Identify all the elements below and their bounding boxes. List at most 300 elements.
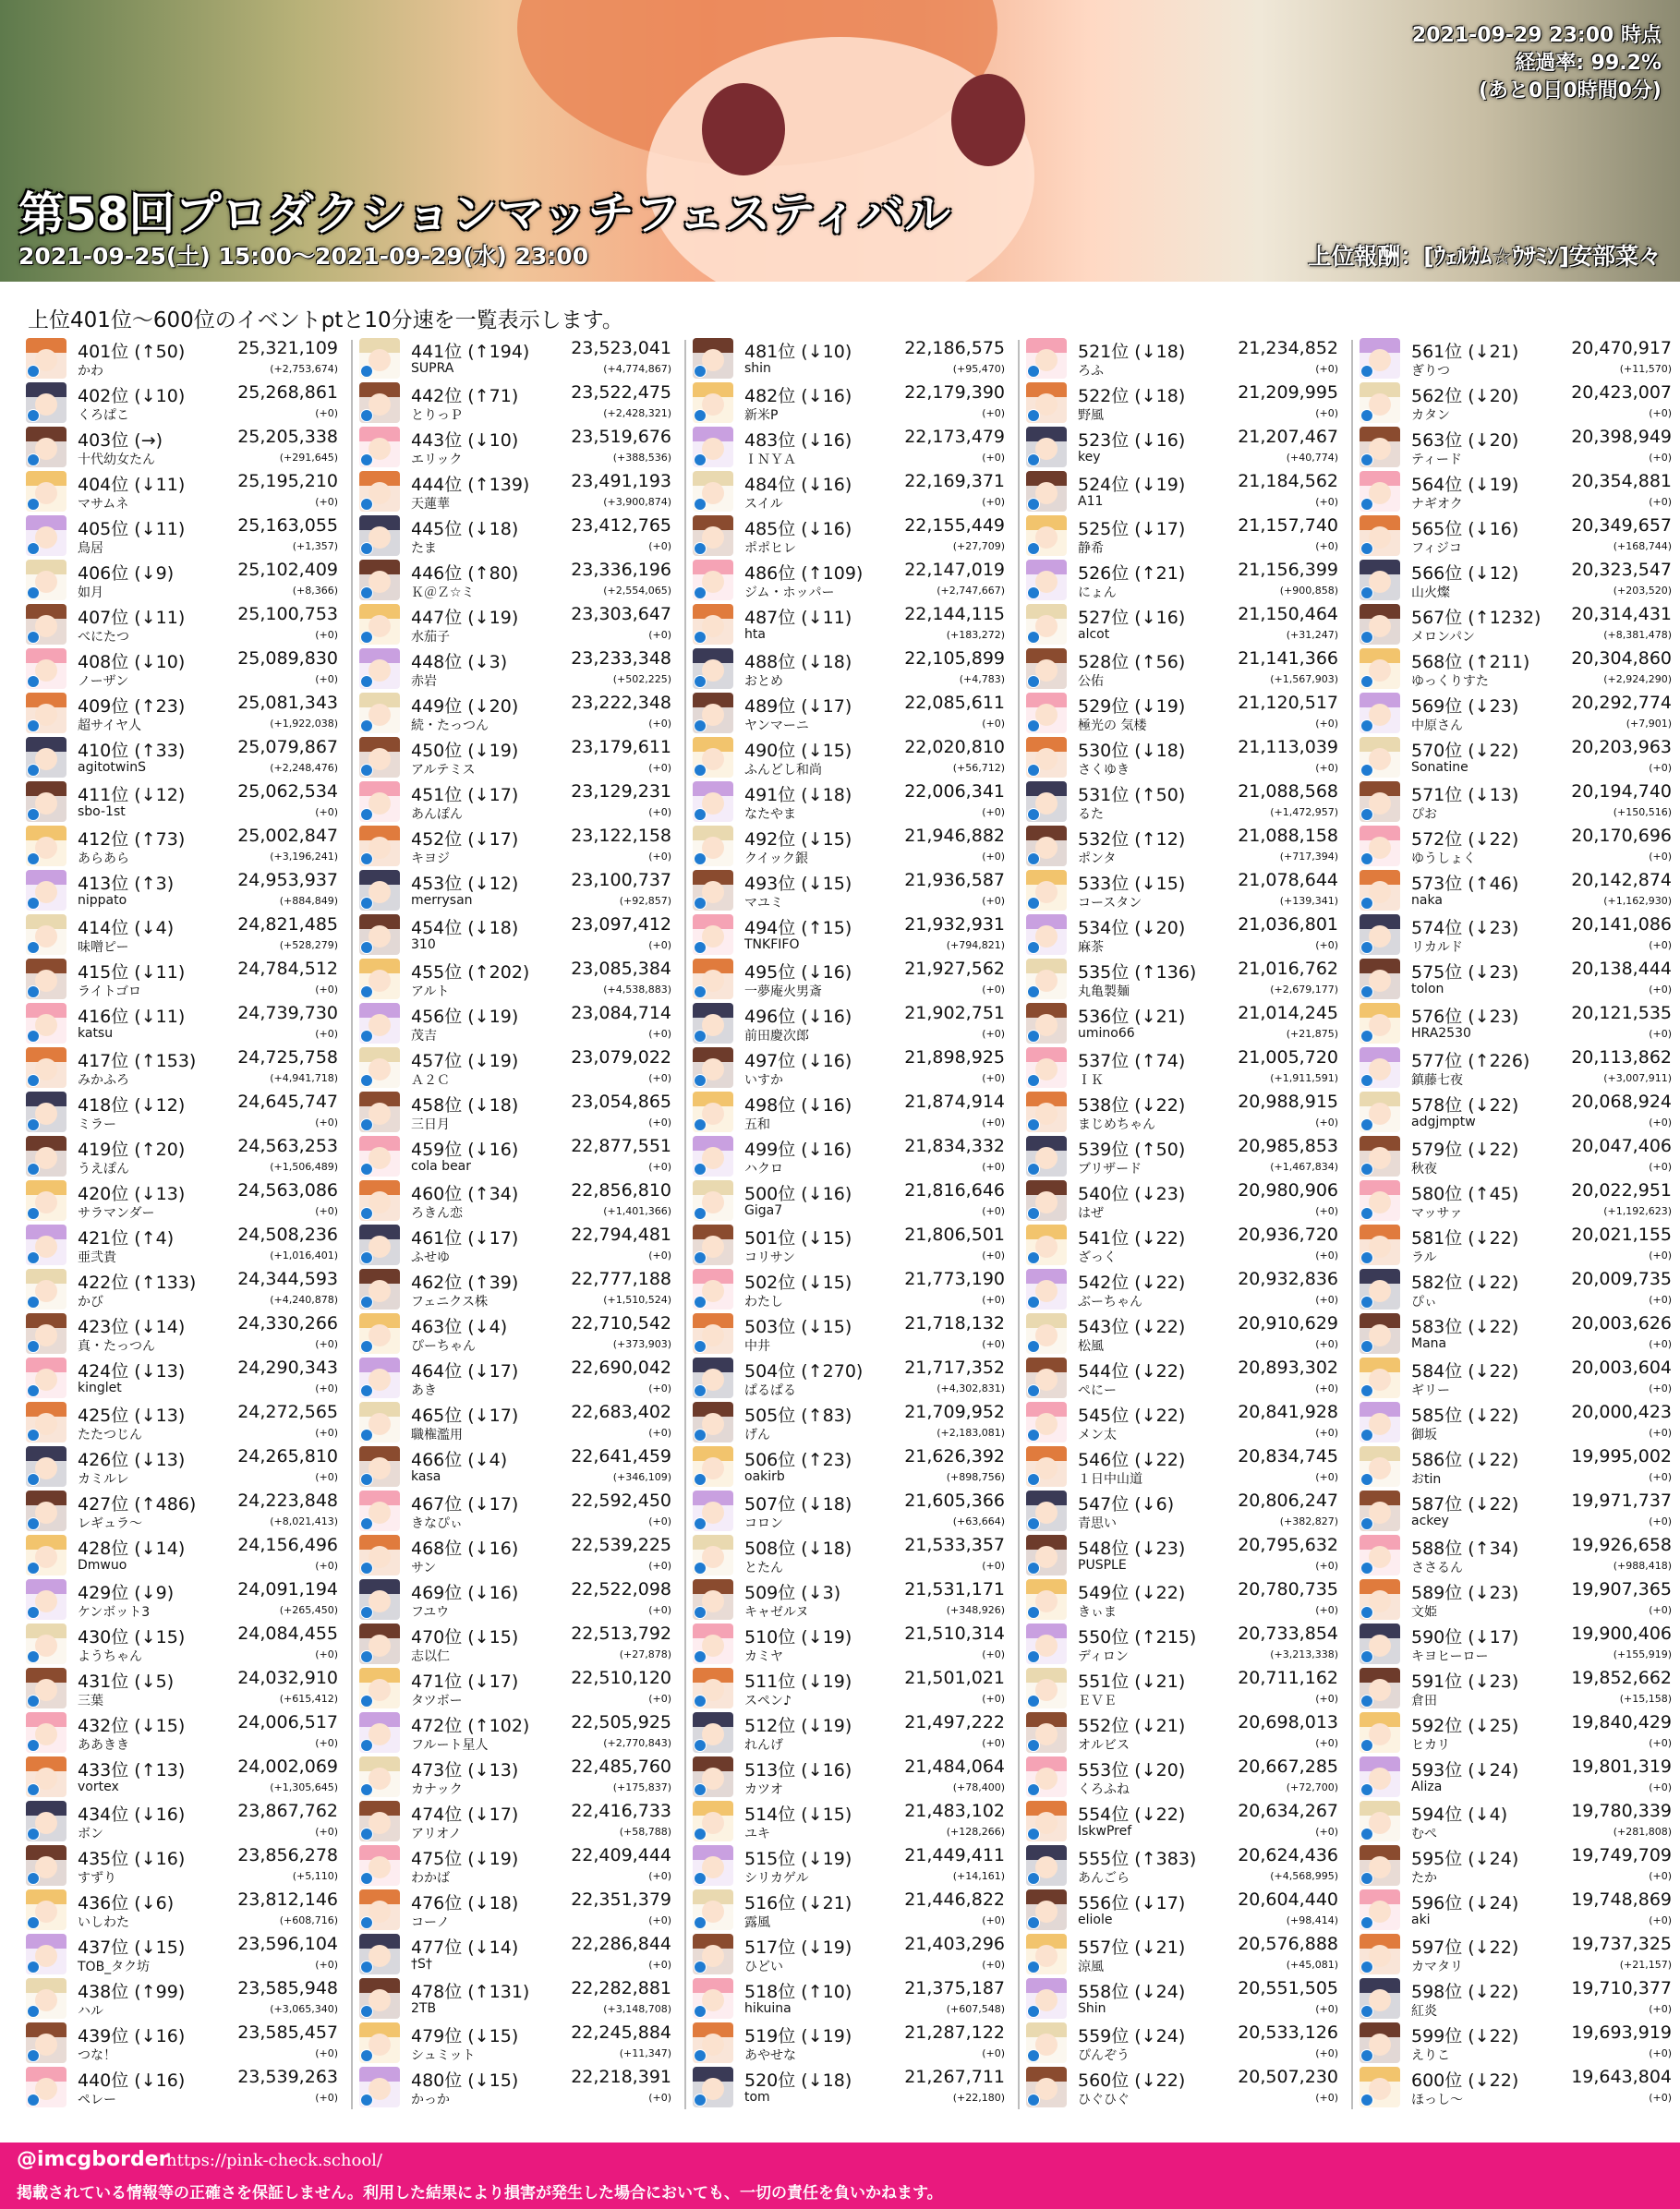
- rank-label: 582位 (↓22): [1411, 1273, 1519, 1293]
- attribute-badge-icon: [27, 1872, 40, 1885]
- ranking-entry: [26, 1311, 340, 1356]
- idol-avatar-icon: [1026, 826, 1067, 866]
- ranking-entry: [359, 380, 673, 425]
- rank-label: 435位 (↓16): [78, 1849, 186, 1869]
- ranking-entry: [1360, 1533, 1674, 1577]
- attribute-badge-icon: [1360, 409, 1373, 422]
- ranking-entry: [1026, 602, 1340, 646]
- player-name: メロンパン: [1411, 630, 1476, 645]
- event-points: 22,683,402: [571, 1402, 671, 1422]
- idol-avatar-icon: [1360, 1889, 1400, 1930]
- ranking-entry: [26, 336, 340, 380]
- ranking-entry: [359, 1666, 673, 1710]
- rank-label: 557位 (↓21): [1078, 1937, 1186, 1958]
- ranking-entry: [359, 1577, 673, 1622]
- event-points: 20,113,862: [1571, 1047, 1672, 1068]
- ranking-entry: [1360, 336, 1674, 380]
- attribute-badge-icon: [1360, 764, 1373, 777]
- ten-minute-speed: (+607,548): [946, 2003, 1005, 2015]
- event-points: 22,105,899: [904, 648, 1005, 669]
- ten-minute-speed: (+0): [1315, 1382, 1338, 1394]
- rank-label: 583位 (↓22): [1411, 1317, 1519, 1337]
- attribute-badge-icon: [1027, 941, 1040, 954]
- ten-minute-speed: (+0): [982, 1560, 1005, 1572]
- attribute-badge-icon: [360, 1650, 373, 1663]
- player-name: katsu: [78, 1026, 114, 1041]
- idol-avatar-icon: [359, 1845, 400, 1886]
- event-points: 22,085,611: [904, 693, 1005, 713]
- rank-label: 430位 (↓15): [78, 1627, 186, 1648]
- idol-avatar-icon: [1026, 914, 1067, 955]
- ten-minute-speed: (+0): [315, 407, 338, 419]
- attribute-badge-icon: [1027, 1695, 1040, 1708]
- ranking-entry: [693, 1267, 1007, 1311]
- idol-avatar-icon: [1026, 1358, 1067, 1398]
- ten-minute-speed: (+27,878): [619, 1648, 671, 1660]
- attribute-badge-icon: [1027, 808, 1040, 821]
- event-points: 25,100,753: [237, 604, 338, 624]
- ten-minute-speed: (+8,381,478): [1603, 629, 1672, 641]
- ten-minute-speed: (+27,709): [952, 540, 1005, 552]
- player-name: あんぽん: [411, 807, 463, 822]
- idol-avatar-icon: [693, 382, 733, 423]
- player-name: ぺにー: [1078, 1383, 1117, 1398]
- event-points: 20,698,013: [1238, 1712, 1338, 1732]
- rank-label: 570位 (↓22): [1411, 741, 1519, 761]
- rank-label: 483位 (↓16): [744, 430, 852, 451]
- attribute-badge-icon: [1027, 498, 1040, 511]
- idol-avatar-icon: [359, 1889, 400, 1930]
- rank-label: 593位 (↓24): [1411, 1760, 1519, 1780]
- ten-minute-speed: (+78,400): [952, 1781, 1005, 1793]
- idol-avatar-icon: [1026, 2022, 1067, 2063]
- ten-minute-speed: (+0): [648, 1693, 671, 1705]
- player-name: ブリザード: [1078, 1162, 1142, 1177]
- idol-avatar-icon: [1360, 2067, 1400, 2107]
- idol-avatar-icon: [26, 1047, 66, 1088]
- idol-avatar-icon: [1360, 870, 1400, 911]
- ten-minute-speed: (+0): [982, 806, 1005, 818]
- rank-label: 516位 (↓21): [744, 1893, 852, 1913]
- attribute-badge-icon: [1027, 2005, 1040, 2018]
- ten-minute-speed: (+0): [648, 762, 671, 774]
- rank-label: 531位 (↑50): [1078, 785, 1186, 805]
- player-name: キヨジ: [411, 851, 450, 866]
- rank-label: 403位 (→): [78, 430, 163, 451]
- rank-label: 522位 (↓18): [1078, 386, 1186, 406]
- event-points: 20,980,906: [1238, 1180, 1338, 1201]
- ranking-entry: [359, 1888, 673, 1932]
- attribute-badge-icon: [694, 1961, 707, 1974]
- player-name: カマタリ: [1411, 1960, 1463, 1974]
- event-points: 21,150,464: [1238, 604, 1338, 624]
- idol-avatar-icon: [359, 1668, 400, 1708]
- ten-minute-speed: (+0): [982, 1648, 1005, 1660]
- rank-label: 515位 (↓19): [744, 1849, 852, 1869]
- ten-minute-speed: (+0): [315, 1427, 338, 1439]
- ten-minute-speed: (+95,470): [952, 363, 1005, 375]
- attribute-badge-icon: [360, 1562, 373, 1575]
- rank-label: 544位 (↓22): [1078, 1361, 1186, 1382]
- rank-label: 436位 (↓6): [78, 1893, 175, 1913]
- rank-label: 596位 (↓24): [1411, 1893, 1519, 1913]
- idol-avatar-icon: [693, 1845, 733, 1886]
- ten-minute-speed: (+0): [1315, 2003, 1338, 2015]
- attribute-badge-icon: [1027, 1384, 1040, 1397]
- ranking-entry: [359, 1622, 673, 1666]
- ten-minute-speed: (+21,875): [1286, 1028, 1338, 1040]
- rank-label: 520位 (↓18): [744, 2070, 852, 2091]
- attribute-badge-icon: [1360, 2049, 1373, 2062]
- ten-minute-speed: (+0): [1649, 2003, 1672, 2015]
- idol-avatar-icon: [693, 1756, 733, 1797]
- event-points: 22,155,449: [904, 515, 1005, 536]
- ten-minute-speed: (+0): [1649, 1427, 1672, 1439]
- player-name: naka: [1411, 893, 1443, 908]
- ranking-entry: [359, 1400, 673, 1444]
- player-name: アルテミス: [411, 763, 476, 778]
- ten-minute-speed: (+58,788): [619, 1826, 671, 1838]
- idol-avatar-icon: [693, 1269, 733, 1310]
- ten-minute-speed: (+0): [648, 629, 671, 641]
- rank-label: 506位 (↑23): [744, 1450, 852, 1470]
- player-name: サラマンダー: [78, 1206, 155, 1221]
- ranking-entry: [359, 1223, 673, 1267]
- event-points: 22,286,844: [571, 1934, 671, 1954]
- event-points: 22,186,575: [904, 338, 1005, 358]
- player-name: ackey: [1411, 1514, 1449, 1528]
- twitter-handle[interactable]: @imcgborder: [17, 2148, 169, 2171]
- ranking-entry: [693, 1001, 1007, 1045]
- idol-avatar-icon: [26, 914, 66, 955]
- ten-minute-speed: (+0): [315, 806, 338, 818]
- event-points: 23,303,647: [571, 604, 671, 624]
- player-name: tolon: [1411, 982, 1444, 996]
- attribute-badge-icon: [360, 719, 373, 732]
- rank-label: 543位 (↓22): [1078, 1317, 1186, 1337]
- event-points: 22,794,481: [571, 1225, 671, 1245]
- event-points: 23,336,196: [571, 560, 671, 580]
- player-name: Shin: [1078, 2001, 1106, 2016]
- attribute-badge-icon: [1360, 631, 1373, 644]
- ten-minute-speed: (+2,770,843): [603, 1737, 671, 1749]
- ten-minute-speed: (+988,418): [1613, 1560, 1672, 1572]
- ranking-entry: [359, 1001, 673, 1045]
- idol-avatar-icon: [693, 737, 733, 778]
- attribute-badge-icon: [1360, 365, 1373, 378]
- player-name: コースタン: [1078, 896, 1142, 911]
- attribute-badge-icon: [1027, 2049, 1040, 2062]
- player-name: ディロン: [1078, 1649, 1129, 1664]
- idol-avatar-icon: [26, 427, 66, 467]
- ten-minute-speed: (+0): [1649, 851, 1672, 863]
- attribute-badge-icon: [1027, 1207, 1040, 1220]
- player-name: シュミット: [411, 2048, 476, 2063]
- ranking-entry: [693, 1932, 1007, 1976]
- ranking-entry: [359, 1045, 673, 1090]
- rank-label: 450位 (↓19): [411, 741, 519, 761]
- rank-label: 528位 (↑56): [1078, 652, 1186, 672]
- rank-label: 533位 (↓15): [1078, 874, 1186, 894]
- rank-label: 567位 (↑1232): [1411, 608, 1541, 628]
- rank-label: 568位 (↑211): [1411, 652, 1530, 672]
- event-points: 19,693,919: [1571, 2022, 1672, 2043]
- attribute-badge-icon: [1360, 1251, 1373, 1264]
- idol-avatar-icon: [1026, 781, 1067, 822]
- ten-minute-speed: (+1,467,834): [1270, 1161, 1338, 1173]
- event-points: 25,163,055: [237, 515, 338, 536]
- player-name: ＩＫ: [1078, 1073, 1104, 1088]
- event-points: 21,834,332: [904, 1136, 1005, 1156]
- attribute-badge-icon: [360, 631, 373, 644]
- idol-avatar-icon: [693, 2022, 733, 2063]
- ten-minute-speed: (+0): [1315, 1604, 1338, 1616]
- ranking-entry: [1026, 824, 1340, 868]
- ranking-entry: [1026, 1134, 1340, 1178]
- ten-minute-speed: (+0): [982, 1117, 1005, 1129]
- event-points: 20,009,735: [1571, 1269, 1672, 1289]
- ranking-entry: [693, 1178, 1007, 1223]
- ten-minute-speed: (+0): [982, 407, 1005, 419]
- player-name: リカルド: [1411, 940, 1463, 955]
- ten-minute-speed: (+63,664): [952, 1515, 1005, 1527]
- ranking-entry: [359, 1134, 673, 1178]
- player-name: ミラー: [78, 1117, 116, 1132]
- ten-minute-speed: (+45,081): [1286, 1959, 1338, 1971]
- rank-label: 597位 (↓22): [1411, 1937, 1519, 1958]
- rank-label: 507位 (↓18): [744, 1494, 852, 1515]
- attribute-badge-icon: [1360, 985, 1373, 998]
- attribute-badge-icon: [1360, 675, 1373, 688]
- attribute-badge-icon: [694, 808, 707, 821]
- ranking-entry: [1026, 691, 1340, 735]
- rank-label: 470位 (↓15): [411, 1627, 519, 1648]
- idol-avatar-icon: [1026, 1579, 1067, 1620]
- ranking-entry: [26, 1134, 340, 1178]
- attribute-badge-icon: [27, 586, 40, 599]
- rank-label: 419位 (↑20): [78, 1140, 186, 1160]
- rank-label: 472位 (↑102): [411, 1716, 530, 1736]
- ranking-entry: [1360, 1622, 1674, 1666]
- ranking-entry: [1026, 1045, 1340, 1090]
- player-name: ゆっくりすた: [1411, 674, 1489, 689]
- rank-label: 501位 (↓15): [744, 1228, 852, 1249]
- event-points: 23,084,714: [571, 1003, 671, 1023]
- idol-avatar-icon: [359, 1136, 400, 1177]
- attribute-badge-icon: [1027, 1872, 1040, 1885]
- ranking-entry: [1026, 779, 1340, 824]
- idol-avatar-icon: [1026, 1225, 1067, 1265]
- rank-label: 485位 (↓16): [744, 519, 852, 539]
- attribute-badge-icon: [1027, 1473, 1040, 1486]
- player-name: フルート星人: [411, 1738, 489, 1753]
- idol-avatar-icon: [26, 1313, 66, 1354]
- player-name: ひぐひぐ: [1078, 2093, 1130, 2107]
- idol-avatar-icon: [1026, 1313, 1067, 1354]
- ranking-entry: [26, 2065, 340, 2109]
- player-name: むぺ: [1411, 1827, 1437, 1841]
- site-link[interactable]: https://pink-check.school/: [166, 2151, 382, 2170]
- player-name: 五和: [744, 1117, 770, 1132]
- idol-avatar-icon: [1360, 1934, 1400, 1974]
- column-divider: [1351, 340, 1353, 2109]
- idol-avatar-icon: [693, 1579, 733, 1620]
- player-name: いしわた: [78, 1915, 129, 1930]
- ten-minute-speed: (+348,926): [946, 1604, 1005, 1616]
- rank-label: 446位 (↑80): [411, 563, 519, 584]
- player-name: cola bear: [411, 1159, 472, 1174]
- attribute-badge-icon: [1027, 852, 1040, 865]
- event-points: 22,351,379: [571, 1889, 671, 1910]
- event-points: 20,423,007: [1571, 382, 1672, 403]
- player-name: ふんどし和尚: [744, 763, 822, 778]
- attribute-badge-icon: [360, 1163, 373, 1176]
- rank-label: 482位 (↓16): [744, 386, 852, 406]
- ten-minute-speed: (+0): [982, 1294, 1005, 1306]
- idol-avatar-icon: [359, 870, 400, 911]
- idol-avatar-icon: [693, 959, 733, 999]
- rank-label: 598位 (↓22): [1411, 1982, 1519, 2002]
- attribute-badge-icon: [1360, 1207, 1373, 1220]
- idol-avatar-icon: [1360, 1313, 1400, 1354]
- ten-minute-speed: (+0): [315, 1338, 338, 1350]
- attribute-badge-icon: [27, 365, 40, 378]
- player-name: SUPRA: [411, 361, 454, 376]
- idol-avatar-icon: [359, 1446, 400, 1487]
- player-name: れんげ: [744, 1738, 783, 1753]
- ten-minute-speed: (+2,679,177): [1270, 984, 1338, 996]
- ranking-column: [359, 336, 673, 2109]
- rank-label: 594位 (↓4): [1411, 1805, 1508, 1825]
- event-points: 25,079,867: [237, 737, 338, 757]
- ten-minute-speed: (+0): [1649, 452, 1672, 464]
- attribute-badge-icon: [27, 2049, 40, 2062]
- idol-avatar-icon: [693, 1668, 733, 1708]
- attribute-badge-icon: [694, 1872, 707, 1885]
- event-points: 22,245,884: [571, 2022, 671, 2043]
- ten-minute-speed: (+8,366): [292, 585, 338, 597]
- event-points: 23,122,158: [571, 826, 671, 846]
- idol-avatar-icon: [693, 1402, 733, 1442]
- rank-label: 437位 (↓15): [78, 1937, 186, 1958]
- rank-label: 505位 (↑83): [744, 1406, 852, 1426]
- ranking-entry: [26, 1267, 340, 1311]
- idol-avatar-icon: [1026, 959, 1067, 999]
- ten-minute-speed: (+1,567,903): [1270, 673, 1338, 685]
- ten-minute-speed: (+0): [315, 1117, 338, 1129]
- rank-label: 406位 (↓9): [78, 563, 175, 584]
- attribute-badge-icon: [27, 1163, 40, 1176]
- idol-avatar-icon: [26, 1934, 66, 1974]
- ten-minute-speed: (+0): [648, 1959, 671, 1971]
- ten-minute-speed: (+15,158): [1619, 1693, 1672, 1705]
- idol-avatar-icon: [1360, 560, 1400, 600]
- rank-label: 413位 (↑3): [78, 874, 175, 894]
- attribute-badge-icon: [1360, 1340, 1373, 1353]
- ranking-entry: [693, 1622, 1007, 1666]
- event-points: 19,737,325: [1571, 1934, 1672, 1954]
- event-points: 19,749,709: [1571, 1845, 1672, 1865]
- event-points: 24,091,194: [237, 1579, 338, 1599]
- attribute-badge-icon: [694, 1163, 707, 1176]
- idol-avatar-icon: [26, 870, 66, 911]
- event-points: 20,142,874: [1571, 870, 1672, 890]
- ranking-entry: [359, 691, 673, 735]
- player-name: コーノ: [411, 1915, 450, 1930]
- rank-label: 466位 (↓4): [411, 1450, 508, 1470]
- attribute-badge-icon: [694, 1739, 707, 1752]
- ranking-entry: [26, 1577, 340, 1622]
- rank-label: 585位 (↓22): [1411, 1406, 1519, 1426]
- event-points: 21,484,064: [904, 1756, 1005, 1777]
- attribute-badge-icon: [27, 1961, 40, 1974]
- ten-minute-speed: (+0): [982, 1072, 1005, 1084]
- rank-label: 498位 (↓16): [744, 1095, 852, 1116]
- event-points: 20,604,440: [1238, 1889, 1338, 1910]
- player-name: Dmwuo: [78, 1558, 127, 1573]
- player-name: かっか: [411, 2093, 450, 2107]
- ten-minute-speed: (+0): [1315, 1338, 1338, 1350]
- event-points: 24,006,517: [237, 1712, 338, 1732]
- rank-label: 491位 (↓18): [744, 785, 852, 805]
- event-points: 19,995,002: [1571, 1446, 1672, 1467]
- idol-avatar-icon: [1360, 2022, 1400, 2063]
- rank-label: 496位 (↓16): [744, 1007, 852, 1027]
- rank-label: 555位 (↑383): [1078, 1849, 1197, 1869]
- attribute-badge-icon: [1027, 1783, 1040, 1796]
- rank-label: 547位 (↓6): [1078, 1494, 1175, 1515]
- ranking-entry: [693, 1090, 1007, 1134]
- ten-minute-speed: (+0): [648, 718, 671, 730]
- event-points: 20,047,406: [1571, 1136, 1672, 1156]
- rank-label: 553位 (↓20): [1078, 1760, 1186, 1780]
- ranking-entry: [693, 1843, 1007, 1888]
- rank-label: 426位 (↓13): [78, 1450, 186, 1470]
- idol-avatar-icon: [1360, 1092, 1400, 1132]
- ten-minute-speed: (+291,645): [279, 452, 338, 464]
- event-points: 20,576,888: [1238, 1934, 1338, 1954]
- attribute-badge-icon: [27, 1118, 40, 1131]
- ranking-entry: [1360, 1976, 1674, 2021]
- banner-art-eye-right: [951, 74, 1025, 166]
- event-points: 24,290,343: [237, 1358, 338, 1378]
- ranking-entry: [26, 1976, 340, 2021]
- player-name: ぴぃ: [1411, 1295, 1437, 1310]
- idol-avatar-icon: [1360, 693, 1400, 733]
- event-points: 20,021,155: [1571, 1225, 1672, 1245]
- ten-minute-speed: (+98,414): [1286, 1914, 1338, 1926]
- idol-avatar-icon: [1026, 1624, 1067, 1664]
- ranking-entry: [693, 513, 1007, 558]
- player-name: あき: [411, 1383, 437, 1398]
- attribute-badge-icon: [694, 1650, 707, 1663]
- ranking-entry: [26, 735, 340, 779]
- attribute-badge-icon: [1027, 985, 1040, 998]
- player-name: カツオ: [744, 1782, 783, 1797]
- player-name: ハル: [78, 2004, 103, 2019]
- ten-minute-speed: (+0): [1315, 1471, 1338, 1483]
- attribute-badge-icon: [694, 764, 707, 777]
- player-name: アルト: [411, 984, 450, 999]
- idol-avatar-icon: [1360, 1668, 1400, 1708]
- ten-minute-speed: (+0): [1649, 1249, 1672, 1261]
- rank-label: 467位 (↓17): [411, 1494, 519, 1515]
- event-points: 20,667,285: [1238, 1756, 1338, 1777]
- rank-label: 478位 (↑131): [411, 1982, 530, 2002]
- player-name: 如月: [78, 585, 103, 600]
- player-name: 一夢庵火男斎: [744, 984, 822, 999]
- ranking-entry: [359, 1932, 673, 1976]
